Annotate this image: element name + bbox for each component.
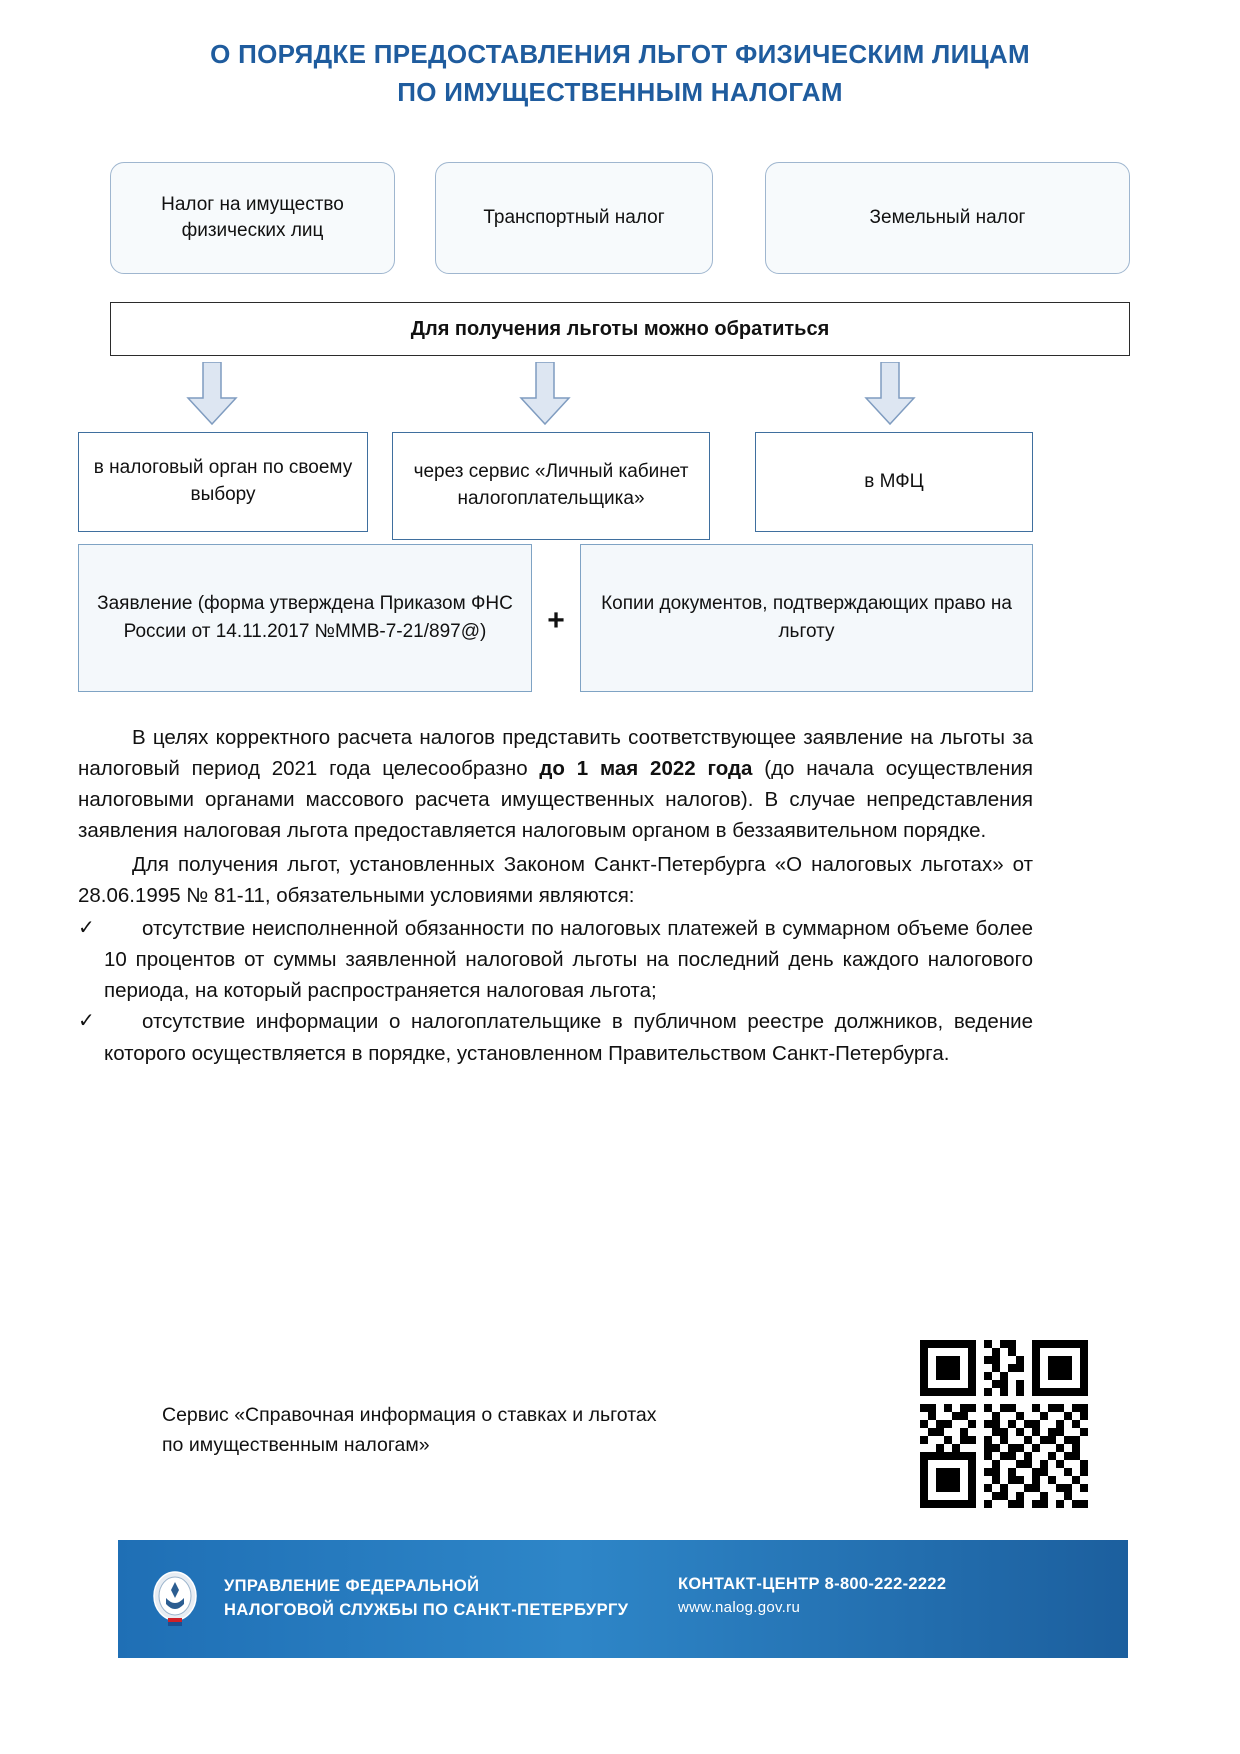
channel-mfc: [755, 432, 1033, 532]
footer-organization: [224, 1575, 628, 1623]
fns-emblem-icon: [144, 1568, 206, 1630]
tax-box-property: [110, 162, 395, 274]
plus-sign: +: [547, 604, 565, 637]
qr-code[interactable]: [920, 1340, 1088, 1508]
channel-tax-authority: [78, 432, 368, 532]
page-title: [0, 36, 1240, 111]
document-application-label: Заявление (форма утверждена Приказом ФНС России от 14.11.2017 №ММВ-7-21/897@): [97, 592, 513, 642]
check-icon: ✓: [78, 916, 95, 939]
condition-item-1: [78, 913, 1033, 1006]
condition-item-2-label: отсутствие информации о налогоплательщике в публичном реестре должников, ведение которого осуществляется в порядке, установленном Правительством Санкт-Петербурга.: [104, 1010, 1033, 1065]
paragraph-deadline-part1: В целях корректного расчета налогов представить соответствующее заявление на льготы за налоговый период 2021 года целесообразно: [78, 726, 1033, 781]
down-arrow-icon: [186, 362, 238, 426]
how-to-apply-banner: [110, 302, 1130, 356]
paragraph-law: Для получения льгот, установленных Законом Санкт-Петербурга «О налоговых льготах» от 28.06.1995 № 81-11, обязательными условиями являются:: [78, 852, 1033, 907]
how-to-apply-banner-label: Для получения льготы можно обратиться: [410, 317, 830, 340]
down-arrow-icon: [864, 362, 916, 426]
paragraph-deadline-part2: (до начала осуществления налоговыми органами массового расчета имущественных налогов). В случае непредставления заявления налоговая льгота предоставляется налоговым органом в беззаявительном порядке.: [78, 757, 1034, 843]
tax-box-land: [765, 162, 1130, 274]
tax-box-transport: [435, 162, 713, 274]
document-copies-box: [580, 544, 1033, 692]
footer-site-link[interactable]: www.nalog.gov.ru: [678, 1598, 801, 1616]
service-note: [162, 1400, 802, 1460]
condition-item-1-label: отсутствие неисполненной обязанности по налоговых платежей в суммарном объеме более 10 процентов от суммы заявленной налоговой льготы на последний день каждого налогового периода, на который распространяется налоговая льгота;: [104, 916, 1033, 1003]
document-application-box: [78, 544, 532, 692]
document-copies-label: Копии документов, подтверждающих право на льготу: [601, 592, 1012, 642]
service-note-line-1: Сервис «Справочная информация о ставках и льготах: [162, 1404, 657, 1426]
down-arrow-icon: [519, 362, 571, 426]
paragraph-deadline: [78, 722, 1033, 847]
footer-organization-line-2: НАЛОГОВОЙ СЛУЖБЫ ПО САНКТ-ПЕТЕРБУРГУ: [224, 1601, 629, 1619]
channel-mfc-label: в МФЦ: [864, 470, 924, 492]
tax-box-property-label: Налог на имущество физических лиц: [161, 194, 344, 241]
footer-contact: [678, 1572, 946, 1619]
tax-types-row: [110, 162, 1130, 274]
page-title-line-2: ПО ИМУЩЕСТВЕННЫМ НАЛОГАМ: [397, 76, 843, 107]
paragraph-deadline-highlight: до 1 мая 2022 года: [539, 757, 753, 781]
body-text: [78, 722, 1033, 1069]
page-title-line-1: О ПОРЯДКЕ ПРЕДОСТАВЛЕНИЯ ЛЬГОТ ФИЗИЧЕСКИМ ЛИЦАМ: [210, 39, 1030, 69]
channel-personal-cabinet-label: через сервис «Личный кабинет налогоплательщика»: [413, 461, 689, 509]
footer-organization-line-1: УПРАВЛЕНИЕ ФЕДЕРАЛЬНОЙ: [224, 1577, 480, 1596]
channel-personal-cabinet: [392, 432, 710, 540]
service-note-line-2: по имущественным налогам»: [162, 1434, 430, 1457]
footer-bar: [118, 1540, 1128, 1658]
channel-tax-authority-label: в налоговый орган по своему выбору: [93, 457, 353, 505]
condition-item-2: [78, 1006, 1033, 1068]
footer-contact-phone: КОНТАКТ-ЦЕНТР 8-800-222-2222: [678, 1575, 947, 1593]
check-icon: ✓: [78, 1010, 95, 1033]
tax-box-land-label: Земельный налог: [869, 207, 1026, 229]
tax-box-transport-label: Транспортный налог: [483, 207, 665, 229]
